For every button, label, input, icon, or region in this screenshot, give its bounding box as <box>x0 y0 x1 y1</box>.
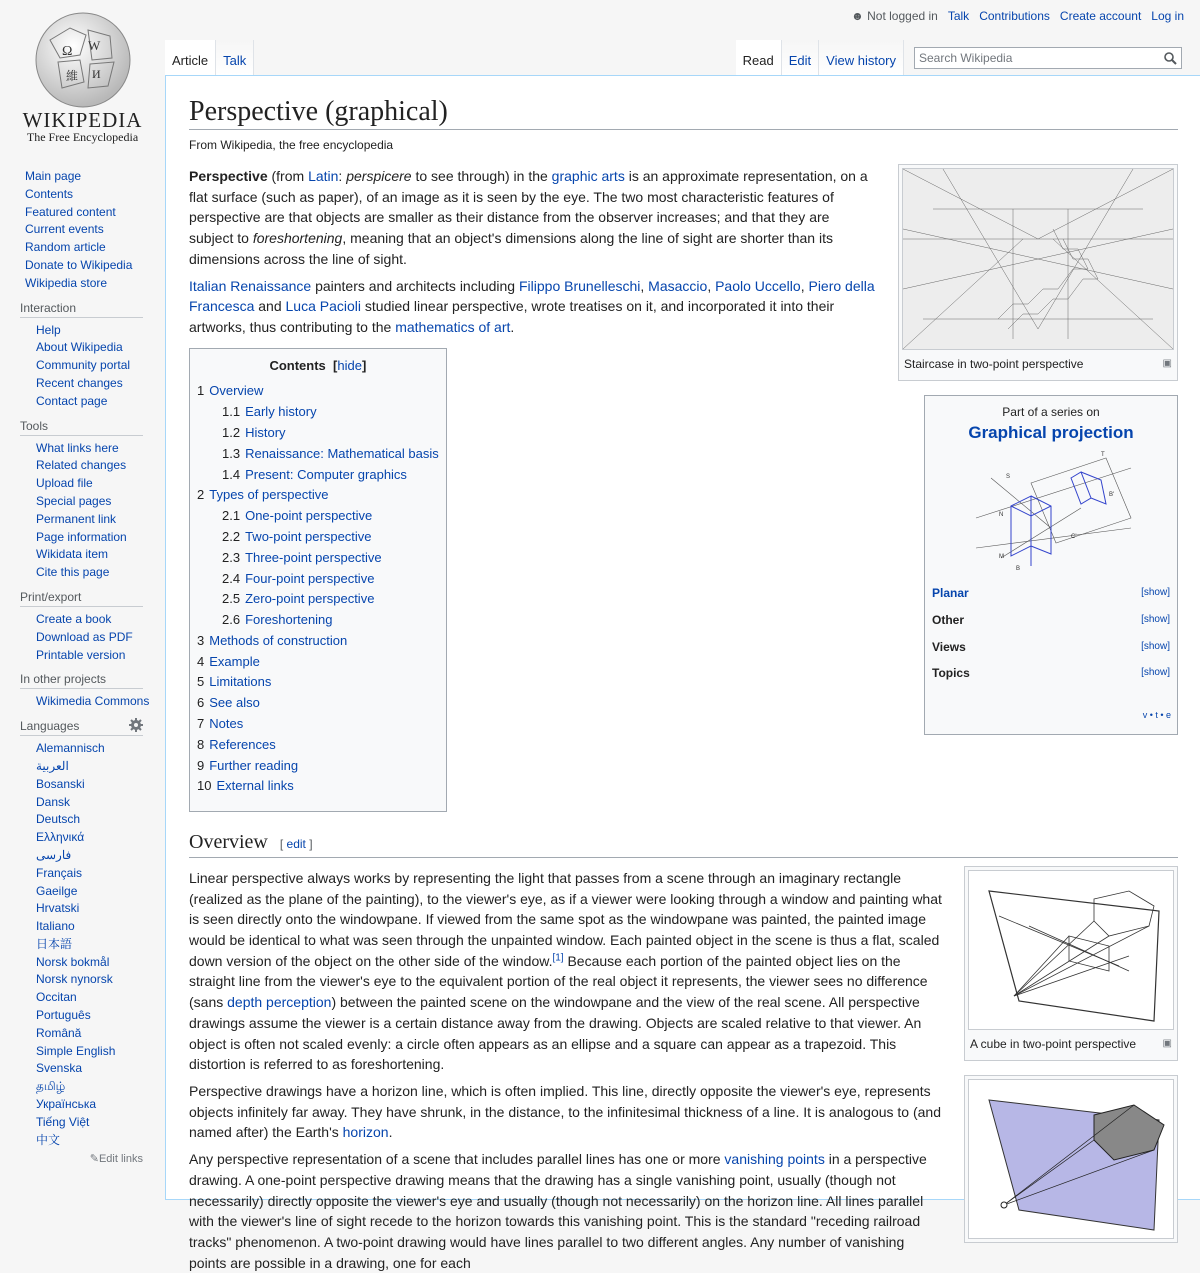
tools-portal <box>20 419 143 582</box>
sidebar-item-about[interactable]: About Wikipedia <box>36 340 123 355</box>
infobox-table <box>931 580 1171 687</box>
language-list <box>20 740 143 1149</box>
toc-number: 1.3 <box>222 445 241 461</box>
toc-link[interactable]: Example <box>209 653 260 669</box>
paragraph-renaissance: Italian Renaissance painters and architects including Filippo Brunelleschi, Masaccio, Paolo Uccello, Piero della Francesca and Luca Pacioli studied linear perspective, wrote treatises on it, and incorporated it into their artworks, thus contributing to the mathematics of art. <box>189 277 875 335</box>
lang-item[interactable]: Tiếng Việt <box>36 1114 90 1129</box>
link-piero[interactable]: Piero della Francesca <box>189 277 875 315</box>
cube-shaded-image[interactable] <box>968 1079 1174 1239</box>
link-latin[interactable]: Latin <box>308 168 339 184</box>
toc-number: 3 <box>197 632 205 648</box>
link-italian-renaissance[interactable]: Italian Renaissance <box>189 277 312 294</box>
sidebar-item-contents[interactable]: Contents <box>25 186 74 201</box>
toc-item[interactable] <box>197 672 439 693</box>
toc-title: Contents [hide] <box>269 357 367 373</box>
staircase-image[interactable] <box>902 168 1174 350</box>
search-placeholder: Search Wikipedia <box>919 51 1013 65</box>
staircase-drawing <box>903 169 1173 349</box>
toc-number: 1.2 <box>222 424 241 440</box>
infobox-row-topics: Topics <box>932 666 970 681</box>
toc-link[interactable]: Four-point perspective <box>245 570 375 586</box>
sidebar-item-what-links-here[interactable]: What links here <box>36 440 119 455</box>
toc-link[interactable]: External links <box>216 778 294 794</box>
lang-item[interactable]: Hrvatski <box>36 901 80 916</box>
toc-number: 7 <box>197 716 205 732</box>
tab-talk[interactable] <box>216 40 254 75</box>
sidebar-item-cite-this-page[interactable]: Cite this page <box>36 565 110 580</box>
footnote-link[interactable]: [1] <box>552 952 564 964</box>
table-of-contents <box>189 348 447 813</box>
sidebar-item-donate[interactable]: Donate to Wikipedia <box>25 257 133 272</box>
cube-image[interactable] <box>968 870 1174 1030</box>
search-icon[interactable] <box>1164 52 1177 65</box>
logo-wordmark: WIKIPEDIA <box>22 108 143 132</box>
tools-heading: Tools <box>20 419 143 436</box>
svg-text:S: S <box>1006 474 1011 481</box>
toc-item[interactable] <box>197 465 439 486</box>
namespace-tabs <box>165 40 254 75</box>
infobox-row[interactable] <box>931 634 1171 661</box>
paragraph-overview-3: Any perspective representation of a scene that includes parallel lines has one or more vanishing points in a perspective drawing. A one-point perspective drawing means that the drawing has a single vanishing point, usually (though not necessarily) directly opposite the viewer's eye and usually (though not necessarily) on the horizon line. All lines parallel with the viewer's line of sight recede to the horizon towards this vanishing point. This is the standard "receding railroad tracks" phenomenon. A two-point drawing would have lines parallel to two different angles. Any number of vanishing points are possible in a drawing, one for each <box>189 1151 927 1271</box>
toc-item[interactable] <box>197 652 439 673</box>
sidebar-item-permanent-link[interactable]: Permanent link <box>36 511 117 526</box>
toc-item[interactable] <box>197 693 439 714</box>
vte-links[interactable]: v • t • e <box>1142 709 1171 720</box>
lang-item[interactable]: Gaeilge <box>36 883 78 898</box>
svg-text:B: B <box>1016 566 1021 573</box>
infobox-row[interactable] <box>931 580 1171 607</box>
show-toggle[interactable]: [show] <box>1141 613 1170 625</box>
toc-link[interactable]: Limitations <box>209 674 272 690</box>
interaction-heading: Interaction <box>20 301 143 318</box>
toc-link[interactable]: Types of perspective <box>209 487 329 503</box>
toc-item[interactable] <box>197 423 439 444</box>
toc-item[interactable] <box>197 402 439 423</box>
sidebar-item-random-article[interactable]: Random article <box>25 240 106 255</box>
toc-item[interactable] <box>197 589 439 610</box>
svg-text:M: M <box>999 554 1004 561</box>
personal-tools <box>851 9 1184 23</box>
infobox-row-views: Views <box>932 639 966 654</box>
toc-link[interactable]: See also <box>209 695 260 711</box>
talk-link[interactable]: Talk <box>947 9 970 23</box>
languages-heading: Languages <box>20 719 143 736</box>
thumbnail-cube <box>964 866 1178 1061</box>
toc-number: 8 <box>197 736 205 752</box>
toc-number: 10 <box>197 778 212 794</box>
link-horizon[interactable]: horizon <box>342 1124 389 1141</box>
enlarge-icon[interactable]: ▣ <box>1162 358 1172 369</box>
link-masaccio[interactable]: Masaccio <box>648 277 708 294</box>
sidebar-item-featured-content[interactable]: Featured content <box>25 204 116 219</box>
show-toggle[interactable]: [show] <box>1141 587 1170 599</box>
user-icon: ☻ <box>851 9 864 23</box>
svg-text:B': B' <box>1109 492 1115 499</box>
edit-links[interactable]: ✎Edit links <box>89 1153 143 1166</box>
toc-link[interactable]: Two-point perspective <box>245 528 372 544</box>
lang-item[interactable]: Português <box>36 1008 91 1023</box>
thumbnail-caption: Staircase in two-point perspective <box>904 357 1084 371</box>
svg-text:維: 維 <box>66 69 79 83</box>
toc-link[interactable]: References <box>209 736 276 752</box>
toc-number: 2.1 <box>222 508 241 524</box>
lang-item[interactable]: العربية <box>36 758 69 773</box>
toc-number: 2 <box>197 487 205 503</box>
toc-number: 1 <box>197 383 205 399</box>
toc-number: 6 <box>197 695 205 711</box>
sidebar-item-download-pdf[interactable]: Download as PDF <box>36 629 133 644</box>
toc-link[interactable]: Overview <box>209 383 264 399</box>
tab-article[interactable]: Article <box>165 40 216 75</box>
cube-shaded-drawing <box>969 1080 1173 1238</box>
paragraph-intro: Perspective (from Latin: perspicere to see through) in the graphic arts is an approximate representation, on a flat surface (such as paper), of an image as it is seen by the eye. The two most characteristic features of perspective are that objects are smaller as their distance from the observer increases; and that they are subject to foreshortening, meaning that an object's dimensions along the line of sight are shorter than its dimensions across the line of sight. <box>189 168 868 267</box>
toc-item[interactable] <box>197 631 439 652</box>
toc-item[interactable] <box>197 756 439 777</box>
toc-link[interactable]: Early history <box>245 404 317 420</box>
lang-item[interactable]: Українська <box>36 1097 97 1112</box>
lang-item[interactable]: Ελληνικά <box>36 830 85 845</box>
svg-text:T: T <box>1101 452 1105 459</box>
toc-link[interactable]: History <box>245 424 286 440</box>
lang-item[interactable]: Français <box>36 865 83 880</box>
link-brunelleschi[interactable]: Filippo Brunelleschi <box>518 277 641 294</box>
sidebar-item-related-changes[interactable]: Related changes <box>36 458 127 473</box>
site-subtitle: From Wikipedia, the free encyclopedia <box>189 138 394 152</box>
paragraph-overview-1: Linear perspective always works by representing the light that passes from a scene through an imaginary rectangle (realized as the plane of the painting), to the viewer's eye, as if a viewer were looking through a window and painting what is seen directly onto the windowpane. If viewed from the same spot as the windowpane was painted, the painted image would be identical to what was seen through the unpainted window. Each painted object in the scene is thus a flat, scaled down version of the object on the other side of the window.[1] Because each portion of the painted object lies on the straight line from the viewer's eye to the equivalent portion of the real object it represents, the viewer sees no difference (sans depth perception) between the painted scene on the windowpane and the view of the real scene. All perspective drawings assume the viewer is a certain distance away from the drawing. Objects are scaled relative to that viewer. An object is often not scaled evenly: a circle often appears as an ellipse and a square can appear as a trapezoid. This distortion is referred to as foreshortening. <box>189 869 942 1073</box>
pencil-icon: ✎ <box>89 1153 99 1166</box>
lang-item[interactable]: Dansk <box>36 794 71 809</box>
svg-text:Ω: Ω <box>62 44 73 59</box>
tab-talk-label[interactable]: Talk <box>223 53 247 68</box>
sidebar-item-store[interactable]: Wikipedia store <box>25 275 108 290</box>
projects-portal <box>20 672 150 711</box>
sidebar-item-page-information[interactable]: Page information <box>36 529 127 544</box>
toc-link[interactable]: One-point perspective <box>245 508 373 524</box>
projection-diagram[interactable] <box>931 448 1171 576</box>
toc-link[interactable]: Three-point perspective <box>245 549 382 565</box>
link-uccello[interactable]: Paolo Uccello <box>715 277 801 294</box>
section-heading-overview: Overview [ edit ] <box>189 832 1178 858</box>
svg-text:C': C' <box>1071 534 1077 541</box>
toc-item[interactable] <box>197 735 439 756</box>
thumbnail-staircase <box>898 164 1178 381</box>
sidebar-infobox <box>924 395 1178 735</box>
toc-item[interactable] <box>197 714 439 735</box>
toc-list <box>197 381 439 797</box>
tab-view-history[interactable] <box>819 40 904 75</box>
toc-number: 2.5 <box>222 591 241 607</box>
bold-term: Perspective <box>189 168 268 184</box>
infobox-row-planar[interactable]: Planar <box>932 586 969 601</box>
lang-item[interactable]: 中文 <box>36 1132 61 1147</box>
toc-number: 2.6 <box>222 612 241 628</box>
toc-item[interactable] <box>197 776 439 797</box>
sidebar-item-recent-changes[interactable]: Recent changes <box>36 375 123 390</box>
print-portal <box>20 590 143 664</box>
toc-number: 2.4 <box>222 570 241 586</box>
link-depth-perception[interactable]: depth perception <box>227 994 332 1011</box>
toc-item[interactable] <box>197 569 439 590</box>
lang-item[interactable]: Occitan <box>36 990 77 1005</box>
paragraph-overview-2: Perspective drawings have a horizon line, which is often implied. This line, directly opposite the viewer's eye, represents objects infinitely far away. They have shrunk, in the distance, to the infinitesimal thickness of a line. It is analogous to (and named after) the Earth's horizon. <box>189 1083 942 1141</box>
infobox-row[interactable] <box>931 660 1171 687</box>
toc-item[interactable] <box>197 485 439 506</box>
not-logged-in: ☻ Not logged in <box>851 9 938 23</box>
lang-item[interactable]: Română <box>36 1025 82 1040</box>
lang-item[interactable]: Alemannisch <box>36 741 105 756</box>
toc-link[interactable]: Notes <box>209 716 244 732</box>
projects-heading: In other projects <box>20 672 143 689</box>
sidebar-item-wikidata-item[interactable]: Wikidata item <box>36 547 109 562</box>
svg-text:N: N <box>999 512 1004 519</box>
tab-read[interactable]: Read <box>736 40 782 75</box>
svg-text:И: И <box>92 67 101 81</box>
section-edit-link[interactable]: edit <box>286 837 306 852</box>
infobox-row-other: Other <box>932 612 965 627</box>
print-heading: Print/export <box>20 590 143 607</box>
link-graphic-arts[interactable]: graphic arts <box>551 168 625 184</box>
sidebar-item-printable-version[interactable]: Printable version <box>36 647 126 662</box>
toc-number: 1.4 <box>222 466 241 482</box>
infobox-pre: Part of a series on <box>1002 404 1100 419</box>
toc-link[interactable]: Further reading <box>209 757 299 773</box>
enlarge-icon[interactable]: ▣ <box>1162 1037 1172 1049</box>
search-input[interactable] <box>914 47 1182 69</box>
toc-number: 9 <box>197 757 205 773</box>
lang-item[interactable]: Italiano <box>36 919 75 934</box>
infobox-row[interactable] <box>931 607 1171 634</box>
lang-item[interactable]: 日本語 <box>36 936 73 951</box>
lang-item[interactable]: Simple English <box>36 1043 116 1058</box>
toc-item[interactable] <box>197 610 439 631</box>
thumbnail-caption: A cube in two-point perspective <box>970 1036 1137 1051</box>
article-body <box>189 166 1178 1273</box>
lang-item[interactable]: فارسی <box>36 847 72 862</box>
log-in-link[interactable]: Log in <box>1151 9 1184 23</box>
sidebar-item-contact-page[interactable]: Contact page <box>36 393 108 408</box>
infobox-title[interactable]: Graphical projection <box>968 423 1134 443</box>
page-title: Perspective (graphical) <box>189 96 1178 130</box>
thumbnail-cube-shaded <box>964 1075 1178 1243</box>
toc-number: 1.1 <box>222 404 241 420</box>
toc-link[interactable]: Foreshortening <box>245 612 333 628</box>
link-pacioli[interactable]: Luca Pacioli <box>285 298 361 315</box>
tab-edit-label[interactable]: Edit <box>788 53 812 68</box>
view-tabs <box>736 40 1182 75</box>
toc-item[interactable] <box>197 381 439 402</box>
toc-number: 2.3 <box>222 549 241 565</box>
cube-drawing <box>969 871 1173 1029</box>
show-toggle[interactable]: [show] <box>1141 667 1170 679</box>
sidebar-item-help[interactable]: Help <box>36 322 61 337</box>
sidebar-item-main-page[interactable]: Main page <box>25 169 82 183</box>
sidebar-item-special-pages[interactable]: Special pages <box>36 493 112 508</box>
wikipedia-logo[interactable] <box>0 0 165 160</box>
main-content <box>165 75 1200 1271</box>
toc-link[interactable]: Present: Computer graphics <box>245 466 407 482</box>
tab-view-history-label[interactable]: View history <box>826 53 896 68</box>
interaction-portal <box>20 301 143 411</box>
toc-number: 5 <box>197 674 205 690</box>
toc-link[interactable]: Renaissance: Mathematical basis <box>245 445 439 461</box>
tab-edit[interactable] <box>782 40 819 75</box>
show-toggle[interactable]: [show] <box>1141 640 1170 652</box>
sidebar <box>0 160 165 1165</box>
toc-item[interactable] <box>197 527 439 548</box>
sidebar-item-community-portal[interactable]: Community portal <box>36 358 131 373</box>
sidebar-item-current-events[interactable]: Current events <box>25 222 104 237</box>
lang-item[interactable]: Bosanski <box>36 776 85 791</box>
lang-item[interactable]: Norsk bokmål <box>36 954 110 969</box>
lang-item[interactable]: Norsk nynorsk <box>36 972 113 987</box>
toc-link[interactable]: Methods of construction <box>209 632 348 648</box>
sidebar-item-create-book[interactable]: Create a book <box>36 611 112 626</box>
create-account-link[interactable]: Create account <box>1059 9 1142 23</box>
lang-item[interactable]: Svenska <box>36 1061 83 1076</box>
lang-item[interactable]: தமிழ் <box>36 1079 66 1094</box>
sidebar-item-upload-file[interactable]: Upload file <box>36 476 93 491</box>
logo-tagline: The Free Encyclopedia <box>26 130 139 144</box>
gear-icon[interactable] <box>129 718 143 732</box>
link-mathematics-of-art[interactable]: mathematics of art <box>395 318 511 335</box>
navigation-portal <box>20 168 143 293</box>
toc-number: 4 <box>197 653 205 669</box>
languages-portal <box>20 719 143 1165</box>
contributions-link[interactable]: Contributions <box>979 9 1050 23</box>
link-vanishing-points[interactable]: vanishing points <box>724 1151 825 1168</box>
toc-number: 2.2 <box>222 528 241 544</box>
toc-item[interactable] <box>197 444 439 465</box>
svg-text:W: W <box>88 38 101 53</box>
toc-item[interactable] <box>197 506 439 527</box>
toc-link[interactable]: Zero-point perspective <box>245 591 375 607</box>
lang-item[interactable]: Deutsch <box>36 812 81 827</box>
toc-item[interactable] <box>197 548 439 569</box>
toc-hide-toggle[interactable]: hide <box>337 357 362 373</box>
sidebar-item-wikimedia-commons[interactable]: Wikimedia Commons <box>36 694 150 709</box>
